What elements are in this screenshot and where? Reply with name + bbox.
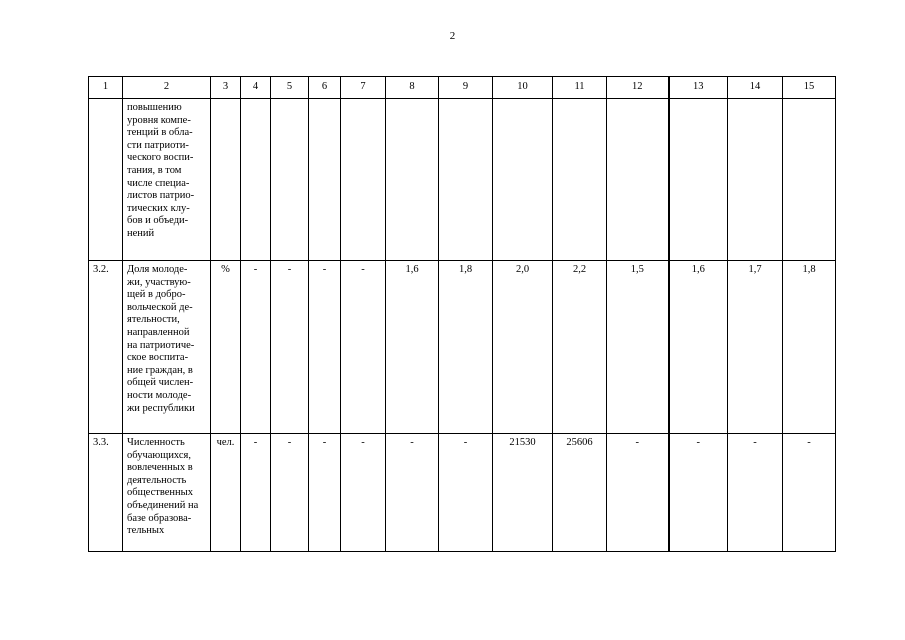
table-row	[89, 99, 836, 261]
value-cell-col-4	[241, 99, 271, 261]
value-cell-col-13	[669, 99, 728, 261]
column-header-15: 15	[783, 77, 836, 99]
value-cell-col-9	[439, 99, 493, 261]
value-cell-col-10: 21530	[493, 434, 553, 552]
indicator-name-line: на патриотиче-	[127, 339, 195, 351]
indicator-name-line: тенций в обла-	[127, 127, 193, 139]
value-cell-col-12: -	[607, 434, 669, 552]
indicator-name-line: тических клу-	[127, 202, 190, 214]
value-cell-col-8: 1,6	[386, 261, 439, 434]
indicator-name-line: повышению	[127, 102, 182, 113]
column-header-13: 13	[669, 77, 728, 99]
indicator-name-line: числе специа-	[127, 177, 190, 189]
value-cell-col-9: -	[439, 434, 493, 552]
value-cell-col-8	[386, 99, 439, 261]
column-header-4: 4	[241, 77, 271, 99]
indicator-name-line: листов патрио-	[127, 190, 195, 202]
value-cell-col-6	[309, 99, 341, 261]
column-header-1: 1	[89, 77, 123, 99]
value-cell-col-12	[607, 99, 669, 261]
indicator-name-line: деятельность	[127, 474, 187, 486]
indicator-name-line: объединений на	[127, 499, 199, 511]
value-cell-col-7: -	[341, 261, 386, 434]
value-cell-col-5: -	[271, 261, 309, 434]
indicator-name-line: ское воспита-	[127, 352, 189, 364]
value-cell-col-7: -	[341, 434, 386, 552]
value-cell-col-7	[341, 99, 386, 261]
column-header-5: 5	[271, 77, 309, 99]
value-cell-col-4: -	[241, 261, 271, 434]
column-header-6: 6	[309, 77, 341, 99]
indicator-name-line: обучающихся,	[127, 449, 191, 461]
column-header-9: 9	[439, 77, 493, 99]
unit-cell	[211, 99, 241, 261]
column-header-8: 8	[386, 77, 439, 99]
column-header-14: 14	[728, 77, 783, 99]
column-header-2: 2	[123, 77, 211, 99]
indicator-name-line: общей числен-	[127, 377, 194, 389]
value-cell-col-10: 2,0	[493, 261, 553, 434]
indicator-name-cell	[123, 99, 211, 261]
indicator-name-line: Доля молоде-	[127, 264, 188, 275]
indicator-name-line: базе образова-	[127, 512, 192, 524]
value-cell-col-15: -	[783, 434, 836, 552]
indicator-name-line: вовлеченных в	[127, 462, 193, 474]
value-cell-col-5: -	[271, 434, 309, 552]
indicator-name-line: жи, участвую-	[127, 276, 191, 288]
value-cell-col-6: -	[309, 261, 341, 434]
value-cell-col-15	[783, 99, 836, 261]
value-cell-col-8: -	[386, 434, 439, 552]
table-row	[89, 261, 836, 434]
column-number-header-row	[89, 77, 836, 99]
row-number-cell	[89, 99, 123, 261]
indicator-name-line: ние граждан, в	[127, 364, 193, 376]
row-number-cell: 3.2.	[89, 261, 123, 434]
indicator-name-cell	[123, 434, 211, 552]
page-number: 2	[449, 30, 456, 42]
column-header-11: 11	[553, 77, 607, 99]
column-header-10: 10	[493, 77, 553, 99]
column-header-12: 12	[607, 77, 669, 99]
value-cell-col-11: 25606	[553, 434, 607, 552]
value-cell-col-9: 1,8	[439, 261, 493, 434]
value-cell-col-6: -	[309, 434, 341, 552]
value-cell-col-13: 1,6	[669, 261, 728, 434]
indicator-name-line: уровня компе-	[127, 114, 191, 126]
indicator-name-line: щей в добро-	[127, 289, 186, 301]
value-cell-col-13: -	[669, 434, 728, 552]
unit-cell: %	[211, 261, 241, 434]
indicator-name-line: жи республики	[127, 402, 195, 414]
indicator-name-line: ности молоде-	[127, 389, 192, 401]
value-cell-col-4: -	[241, 434, 271, 552]
indicator-name-line: бов и объеди-	[127, 215, 189, 227]
indicator-name-line: ческого воспи-	[127, 152, 194, 164]
column-header-7: 7	[341, 77, 386, 99]
value-cell-col-15: 1,8	[783, 261, 836, 434]
value-cell-col-11	[553, 99, 607, 261]
column-header-3: 3	[211, 77, 241, 99]
indicator-name-line: тельных	[127, 525, 165, 537]
indicator-name-line: сти патриоти-	[127, 139, 189, 151]
value-cell-col-5	[271, 99, 309, 261]
indicator-name-line: вольческой де-	[127, 301, 193, 313]
row-number-cell: 3.3.	[89, 434, 123, 552]
value-cell-col-14: -	[728, 434, 783, 552]
indicator-table	[88, 76, 836, 552]
value-cell-col-12: 1,5	[607, 261, 669, 434]
value-cell-col-11: 2,2	[553, 261, 607, 434]
indicator-name-line: тания, в том	[127, 164, 182, 176]
indicator-name-line: ятельности,	[127, 314, 180, 326]
indicator-name-line: нений	[127, 227, 155, 239]
indicator-name-line: общественных	[127, 487, 193, 499]
indicator-name-line: направленной	[127, 326, 190, 338]
value-cell-col-10	[493, 99, 553, 261]
indicator-name-line: Численность	[127, 437, 185, 448]
value-cell-col-14	[728, 99, 783, 261]
value-cell-col-14: 1,7	[728, 261, 783, 434]
table-row	[89, 434, 836, 552]
indicator-name-cell	[123, 261, 211, 434]
unit-cell: чел.	[211, 434, 241, 552]
